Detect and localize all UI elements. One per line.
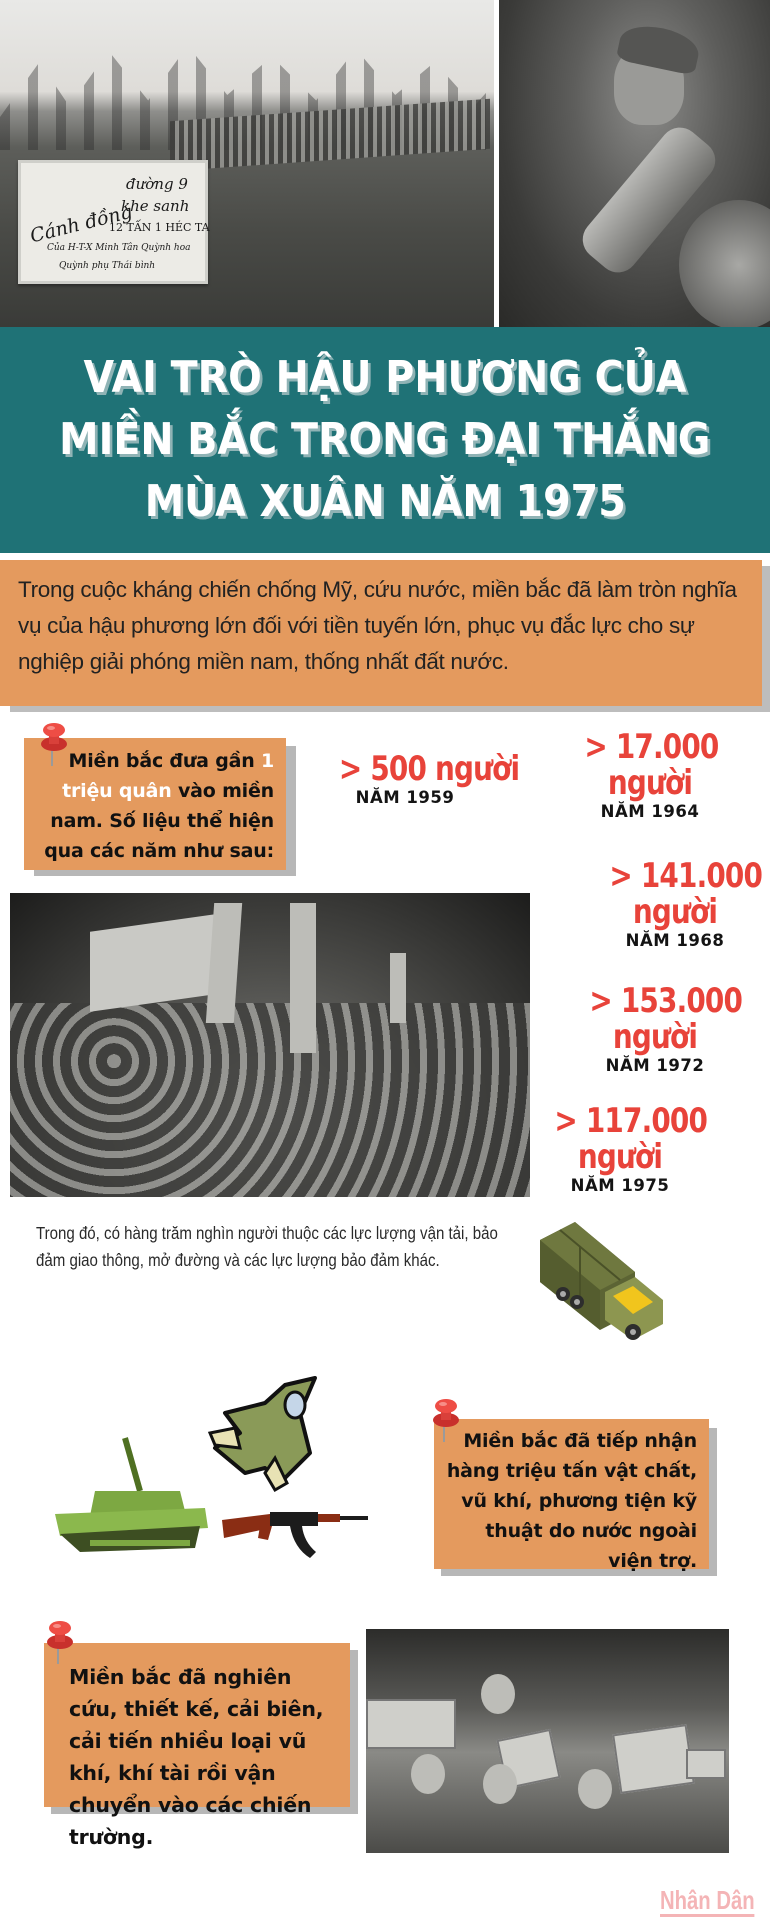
supplies-photo	[366, 1629, 729, 1853]
sign-text: khe sanh	[121, 197, 190, 215]
callout-foreign-aid-text: Miền bắc đã tiếp nhận hàng triệu tấn vật chất, vũ khí, phương tiện kỹ thuật do nước ngoài viện trợ.	[446, 1430, 697, 1572]
crate	[612, 1724, 695, 1794]
sign-text: Của H-T-X Minh Tân Quỳnh hoa	[47, 243, 191, 253]
stat-year: NĂM 1959	[355, 788, 455, 807]
page-title-line: MÙA XUÂN NĂM 1975	[144, 476, 626, 527]
flag	[390, 953, 406, 1023]
callout-text-part: vào miền nam. Số liệu thể hiện qua các năm như sau:	[44, 780, 274, 862]
stat-1964	[570, 728, 730, 822]
callout-foreign-aid	[434, 1419, 709, 1572]
callout-weapons-research-text: Miền bắc đã nghiên cứu, thiết kế, cải biên, cải tiến nhiều loại vũ khí, khí tài rồi vận chuyển vào các chiến trường.	[69, 1665, 324, 1849]
stat-1972	[575, 981, 743, 1076]
crate	[366, 1699, 456, 1749]
sign-text: đường 9	[126, 175, 188, 193]
banner	[90, 914, 215, 1012]
stat-unit: người	[632, 892, 718, 932]
stat-value: > 117.000	[554, 1101, 708, 1141]
stat-year: NĂM 1964	[600, 802, 700, 821]
stat-1959	[320, 750, 530, 808]
person-face	[483, 1764, 517, 1804]
rifle-icon	[220, 1508, 370, 1563]
stat-1968	[595, 856, 763, 951]
push-pin-icon	[40, 722, 70, 768]
stat-value: > 17.000	[584, 727, 719, 767]
stat-unit: người	[612, 1017, 698, 1057]
field-sign	[18, 160, 208, 284]
callout-highlight: 1 triệu quân	[62, 750, 274, 802]
worker-photo	[499, 0, 770, 327]
crowd-celebration-photo	[10, 893, 530, 1197]
person-face	[578, 1769, 612, 1809]
flag	[290, 903, 316, 1053]
tank-icon	[50, 1436, 210, 1556]
push-pin-icon	[432, 1398, 462, 1444]
sign-text: Quỳnh phụ Thái bình	[59, 261, 156, 271]
stat-year: NĂM 1972	[605, 1056, 705, 1075]
page-title-line: VAI TRÒ HẬU PHƯƠNG CỦA	[83, 352, 687, 403]
person-face	[481, 1674, 515, 1714]
transport-text: Trong đó, có hàng trăm nghìn người thuộc các lực lượng vận tải, bảo đảm giao thông, mở đường và các lực lượng bảo đảm khác.	[36, 1223, 498, 1270]
machine	[679, 200, 770, 327]
title-band	[0, 327, 770, 553]
stat-value: > 500 người	[338, 749, 520, 789]
crowd	[10, 1003, 530, 1197]
stat-year: NĂM 1968	[625, 931, 725, 950]
person-face	[411, 1754, 445, 1794]
push-pin-icon	[46, 1620, 76, 1666]
fighter-jet-icon	[205, 1373, 330, 1493]
sign-text: Cánh đồng	[27, 200, 135, 248]
stat-year: NĂM 1975	[570, 1176, 670, 1195]
crate	[686, 1749, 726, 1779]
stat-unit: người	[607, 763, 693, 803]
intro-box	[0, 560, 762, 706]
callout-weapons-research	[44, 1643, 350, 1849]
intro-text: Trong cuộc kháng chiến chống Mỹ, cứu nước, miền bắc đã làm tròn nghĩa vụ của hậu phương lớn đối với tiền tuyến lớn, phục vụ đắc lực cho sự nghiệp giải phóng miền nam, thống nhất đất nước.	[18, 577, 737, 674]
stat-value: > 141.000	[609, 856, 763, 896]
page-title-line: MIỀN BẮC TRONG ĐẠI THẮNG	[59, 414, 711, 465]
sign-text: 12 TẤN 1 HÉC TA	[109, 221, 210, 234]
callout-text-part: Miền bắc đưa gần	[68, 750, 261, 772]
stat-unit: người	[577, 1137, 663, 1177]
military-truck-icon	[535, 1222, 670, 1342]
stat-1975	[540, 1101, 708, 1196]
stat-value: > 153.000	[589, 981, 743, 1021]
field-photo	[0, 0, 494, 327]
nhan-dan-logo: Nhân Dân	[660, 1885, 755, 1915]
